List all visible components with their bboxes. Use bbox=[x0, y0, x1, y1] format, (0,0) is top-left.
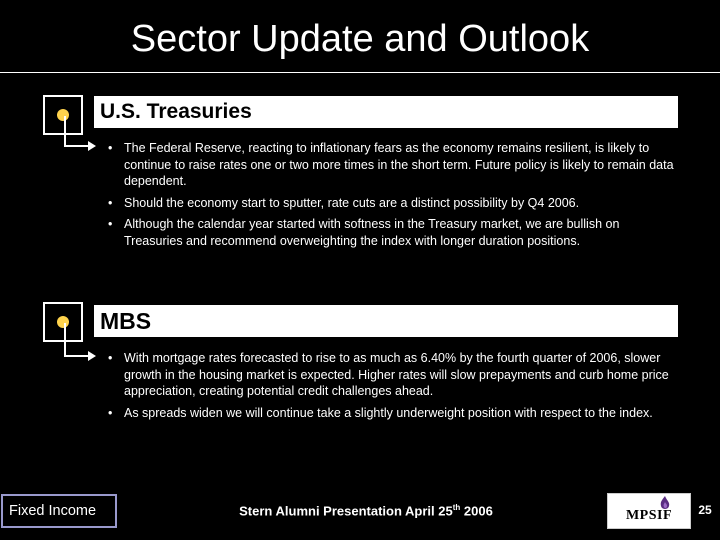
arrow-right-icon bbox=[88, 351, 96, 361]
logo-text: MPSIF bbox=[625, 508, 673, 523]
marker-connector bbox=[64, 323, 66, 356]
bullet-text: Should the economy start to sputter, rate cuts are a distinct possibility by Q4 2006. bbox=[124, 195, 580, 210]
bullet-dot-icon: • bbox=[108, 217, 113, 231]
bullet-dot-icon: • bbox=[108, 141, 113, 155]
presentation-text-prefix: Stern Alumni Presentation April 25 bbox=[239, 503, 453, 519]
treasuries-bullets bbox=[104, 140, 676, 254]
marker-connector bbox=[64, 116, 66, 146]
bullet-text: Although the calendar year started with softness in the Treasury market, we are bullish on Treasuries and recommend overweighting the index with longer duration positions. bbox=[124, 217, 620, 248]
bullet-text: With mortgage rates forecasted to rise to as much as 6.40% by the fourth quarter of 2006, slower growth in the housing market is expected. Higher rates will slow prepayments and curb home price appreciation, creating potential credit challenges ahead. bbox=[124, 351, 669, 398]
footer-label-box: Fixed Income bbox=[1, 494, 117, 528]
bullet-dot-icon: • bbox=[108, 405, 113, 420]
section-heading-treasuries: U.S. Treasuries bbox=[94, 96, 678, 128]
bullet-dot-icon: • bbox=[108, 351, 113, 365]
marker-dot-icon bbox=[57, 316, 69, 328]
presentation-text-suffix: 2006 bbox=[460, 503, 493, 519]
bullet-text: As spreads widen we will continue take a slightly underweight position with respect to the index. bbox=[124, 405, 653, 420]
bullet-text: The Federal Reserve, reacting to inflationary fears as the economy remains resilient, is likely to continue to raise rates one or two more times in the short term. Future policy is likely to remain data dependent. bbox=[124, 141, 674, 188]
list-item bbox=[104, 405, 676, 422]
mbs-bullets bbox=[104, 350, 676, 426]
title-divider bbox=[0, 72, 720, 73]
presentation-text-sup: th bbox=[452, 503, 461, 512]
list-item bbox=[104, 350, 676, 400]
footer-presentation-text bbox=[208, 503, 524, 518]
bullet-dot-icon: • bbox=[108, 195, 113, 210]
mpsif-logo bbox=[607, 493, 691, 529]
arrow-right-icon bbox=[88, 141, 96, 151]
marker-connector bbox=[64, 145, 88, 147]
list-item bbox=[104, 195, 676, 212]
marker-connector bbox=[64, 355, 88, 357]
list-item bbox=[104, 140, 676, 190]
page-number: 25 bbox=[698, 503, 712, 517]
marker-dot-icon bbox=[57, 109, 69, 121]
slide-title: Sector Update and Outlook bbox=[130, 18, 590, 60]
section-heading-mbs: MBS bbox=[94, 305, 678, 337]
list-item bbox=[104, 216, 676, 249]
